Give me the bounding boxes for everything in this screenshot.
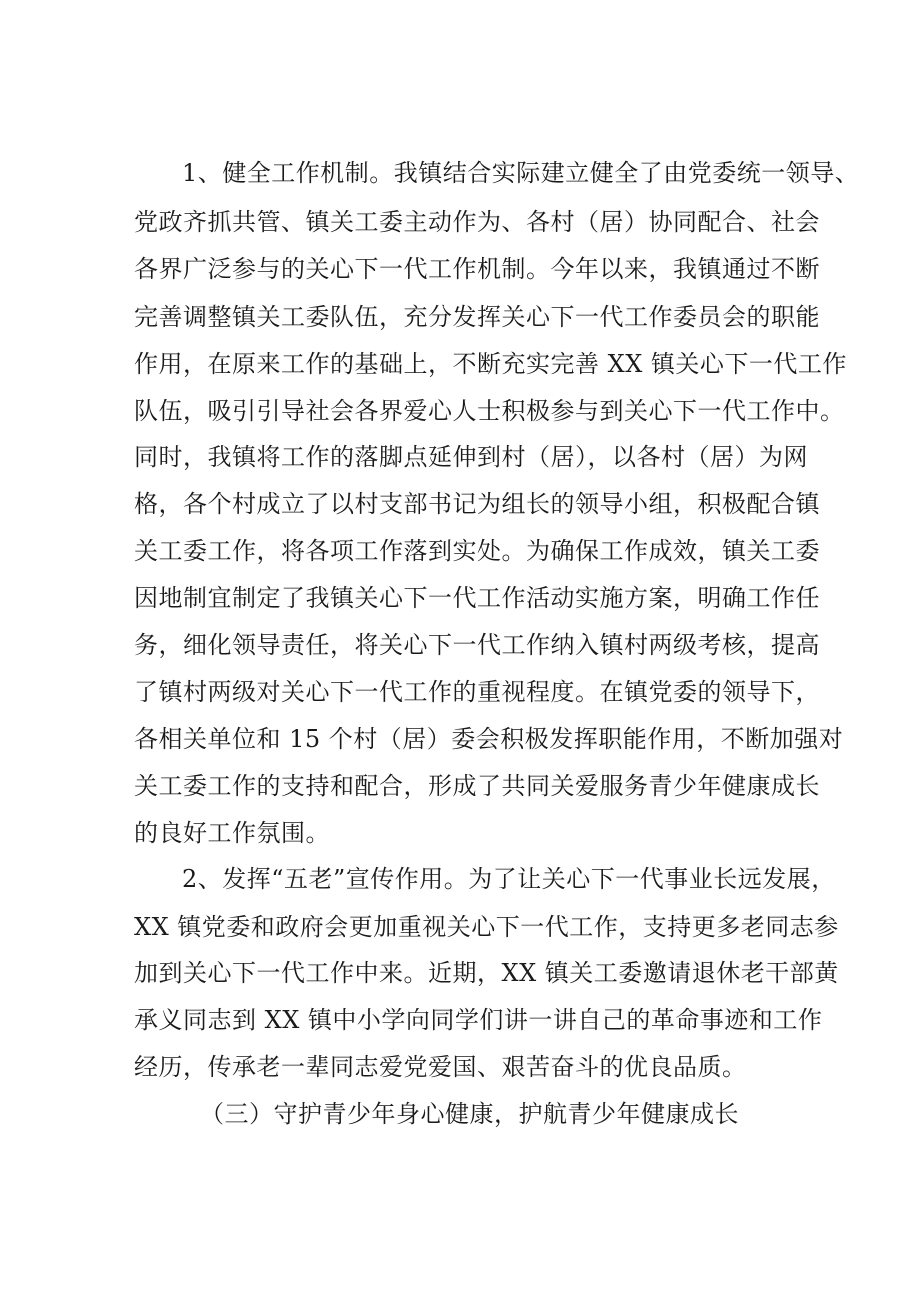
paragraph-1-line-6: 队伍，吸引引导社会各界爱心人士积极参与到关心下一代工作中。 (134, 397, 845, 425)
paragraph-2-line-5: 经历，传承老一辈同志爱党爱国、艰苦奋斗的优良品质。 (134, 1053, 747, 1081)
paragraph-1-line-2: 党政齐抓共管、镇关工委主动作为、各村（居）协同配合、社会 (134, 208, 820, 236)
paragraph-1-line-9: 关工委工作，将各项工作落到实处。为确保工作成效，镇关工委 (134, 537, 820, 565)
paragraph-1-line-14: 关工委工作的支持和配合，形成了共同关爱服务青少年健康成长 (134, 772, 820, 800)
paragraph-1-line-7: 同时，我镇将工作的落脚点延伸到村（居），以各村（居）为网 (134, 443, 808, 471)
paragraph-2-line-4: 承义同志到 XX 镇中小学向同学们讲一讲自己的革命事迹和工作 (134, 1006, 823, 1034)
section-heading: （三）守护青少年身心健康，护航青少年健康成长 (200, 1100, 739, 1128)
paragraph-1-line-10: 因地制宜制定了我镇关心下一代工作活动实施方案，明确工作任 (134, 584, 820, 612)
paragraph-2-line-1: 2、发挥“五老”宣传作用。为了让关心下一代事业长远发展， (182, 865, 836, 893)
paragraph-1-line-13: 各相关单位和 15 个村（居）委会积极发挥职能作用，不断加强对 (134, 725, 844, 753)
paragraph-1-line-1: 1、健全工作机制。我镇结合实际建立健全了由党委统一领导、 (182, 159, 860, 187)
paragraph-1-line-4: 完善调整镇关工委队伍，充分发挥关心下一代工作委员会的职能 (134, 303, 820, 331)
paragraph-2-line-2: XX 镇党委和政府会更加重视关心下一代工作，支持更多老同志参 (134, 913, 839, 941)
paragraph-2-line-3: 加到关心下一代工作中来。近期，XX 镇关工委邀请退休老干部黄 (134, 959, 839, 987)
paragraph-1-line-8: 格，各个村成立了以村支部书记为组长的领导小组，积极配合镇 (134, 490, 820, 518)
paragraph-1-line-3: 各界广泛参与的关心下一代工作机制。今年以来，我镇通过不断 (134, 255, 820, 283)
paragraph-1-line-5: 作用，在原来工作的基础上，不断充实完善 XX 镇关心下一代工作 (134, 350, 847, 378)
paragraph-1-line-12: 了镇村两级对关心下一代工作的重视程度。在镇党委的领导下， (134, 678, 820, 706)
paragraph-1-line-15: 的良好工作氛围。 (134, 819, 330, 847)
paragraph-1-line-11: 务，细化领导责任，将关心下一代工作纳入镇村两级考核，提高 (134, 631, 820, 659)
